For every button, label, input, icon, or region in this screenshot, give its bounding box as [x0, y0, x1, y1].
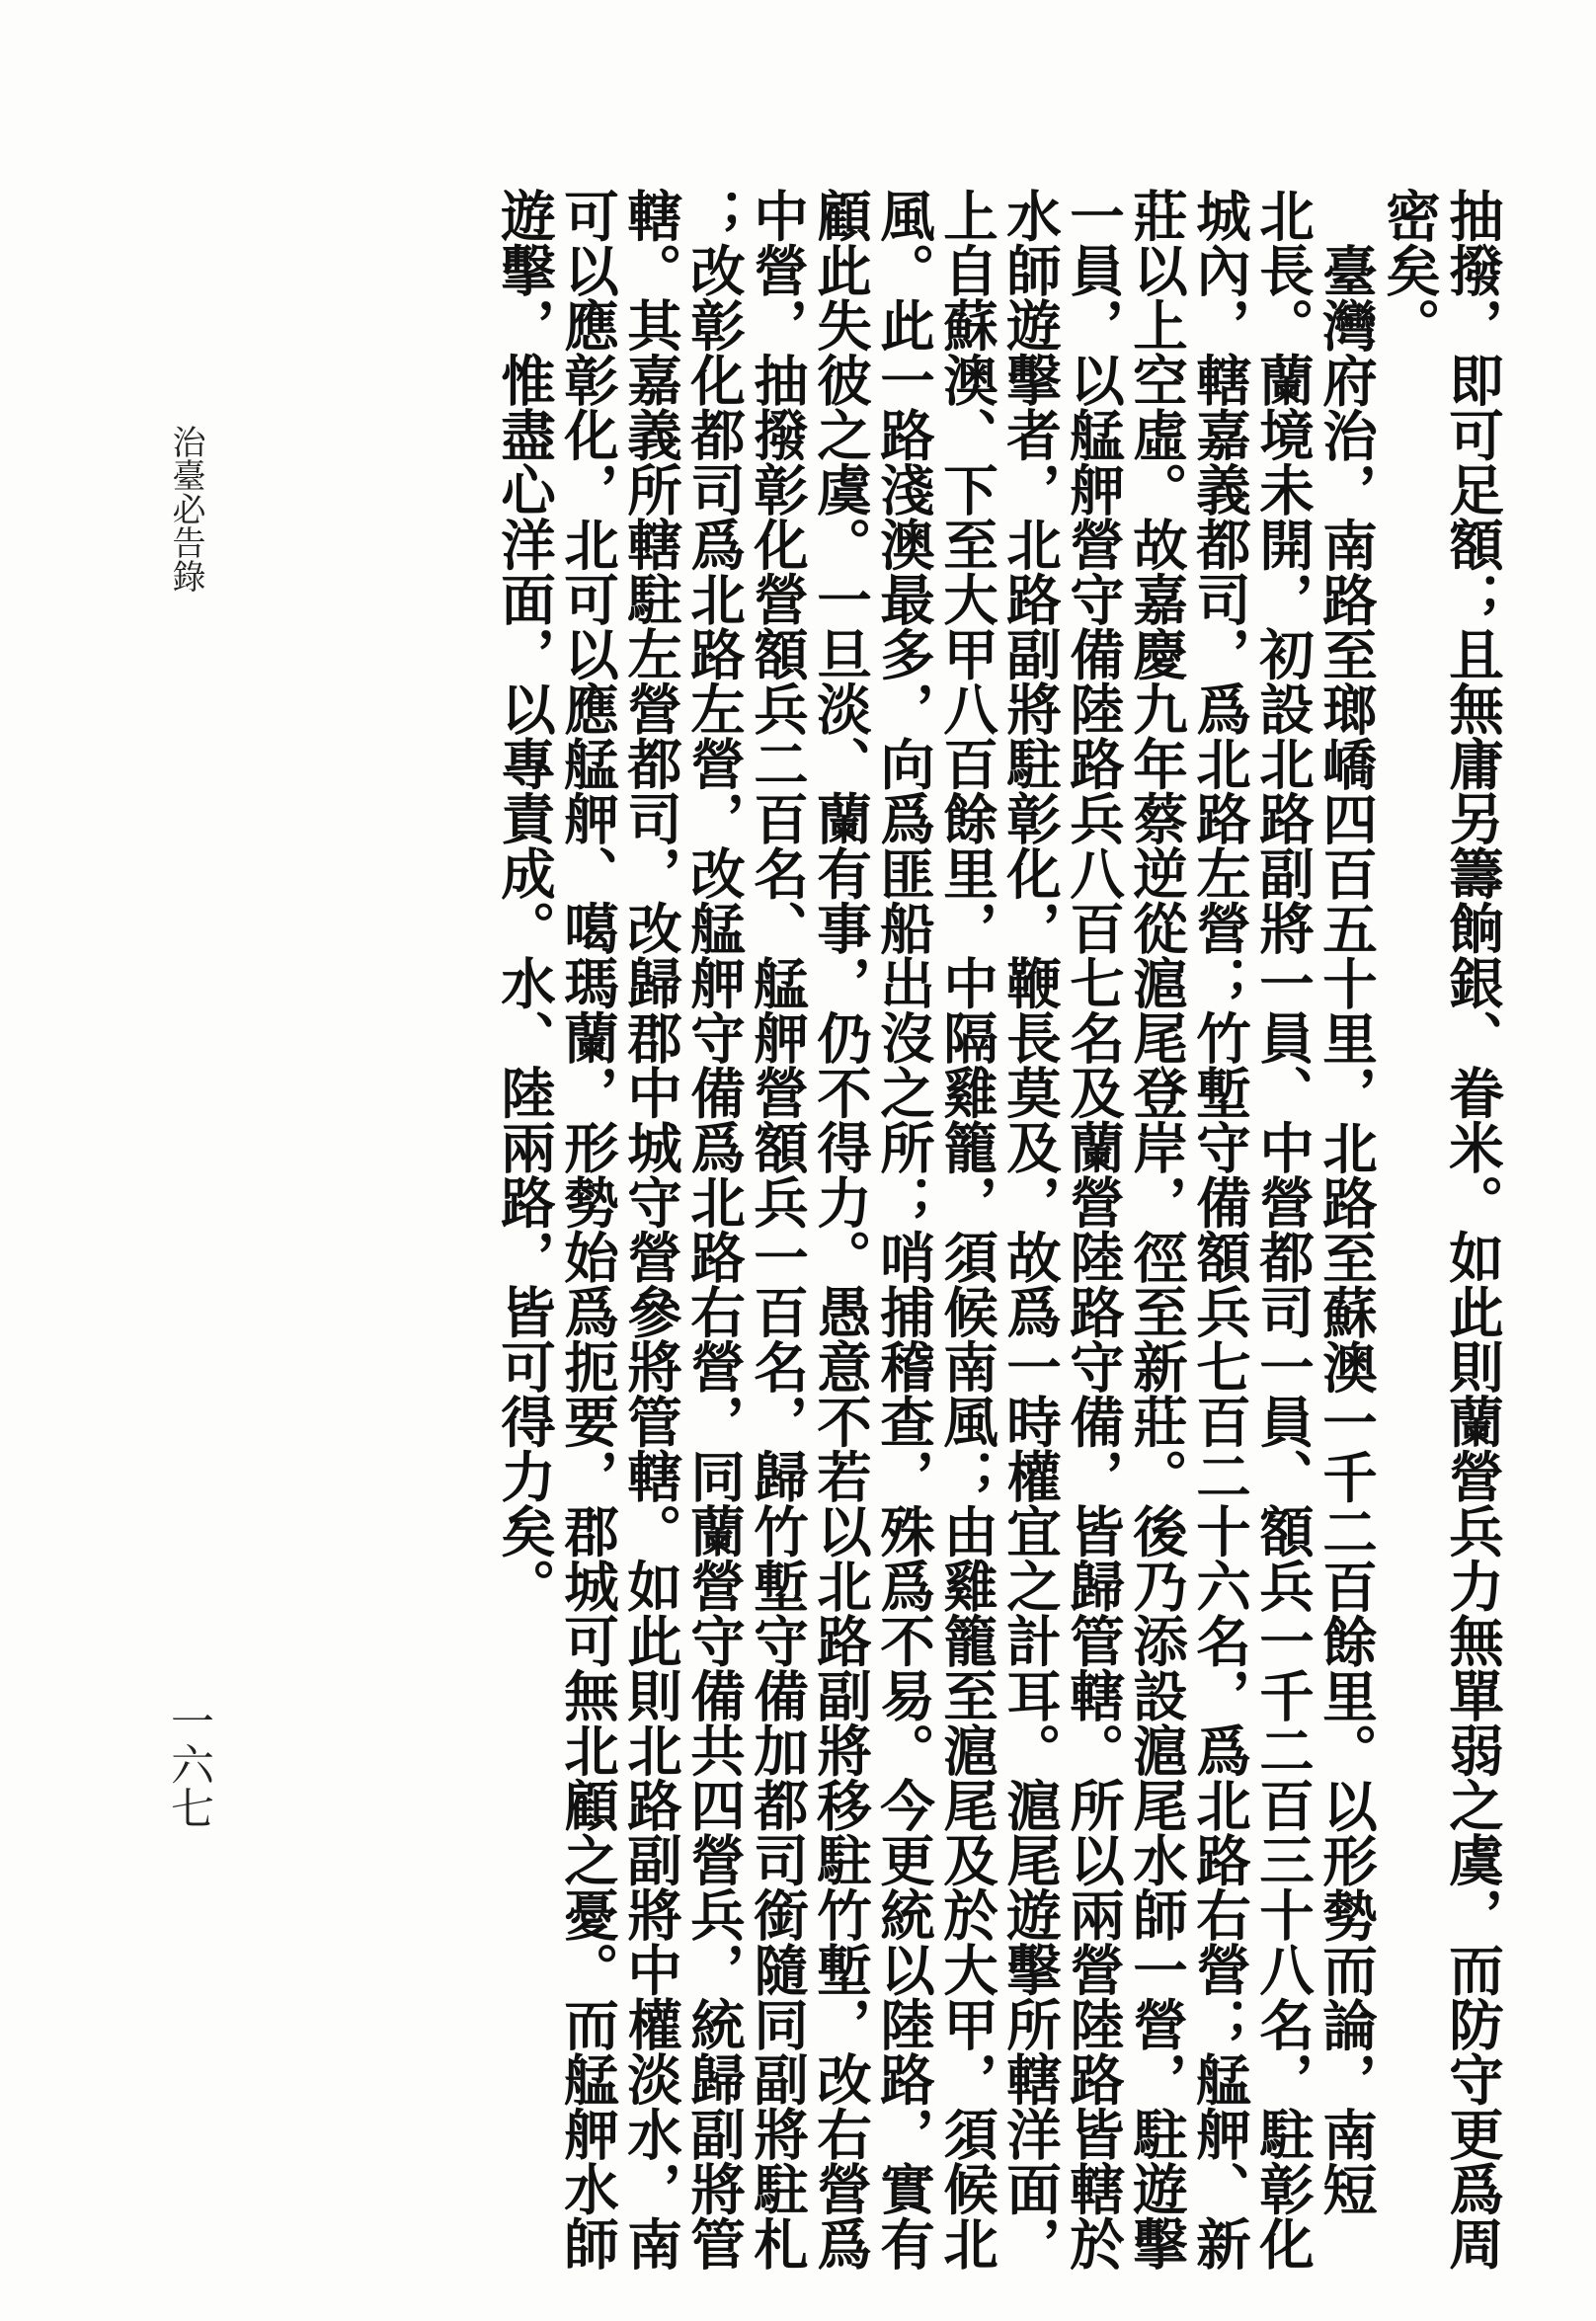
text-column: 遊擊，惟盡心洋面，以專責成。水、陸兩路，皆可得力矣。: [491, 188, 555, 1613]
text-column: 轄。其嘉義所轄駐左營都司，改歸郡中城守營參將管轄。如此則北路副將中權淡水，南: [617, 188, 681, 2271]
text-column: 抽撥，即可足額；且無庸另籌餉銀、眷米。如此則蘭營兵力無單弱之虞，而防守更爲周: [1439, 188, 1503, 2271]
text-column: 風。此一路淺澳最多，向爲匪船出沒之所；哨捕稽查，殊爲不易。今更統以陸路，實有: [870, 188, 934, 2271]
text-column: 城內，轄嘉義都司，爲北路左營；竹塹守備額兵七百二十六名，爲北路右營；艋舺、新: [1186, 188, 1250, 2271]
text-column: ；改彰化都司爲北路左營，改艋舺守備爲北路右營，同蘭營守備共四營兵，統歸副將管: [680, 188, 745, 2271]
body-text: [491, 188, 1503, 2271]
text-column: 莊以上空虛。故嘉慶九年蔡逆從滬尾登岸，徑至新莊。後乃添設滬尾水師一營，駐遊擊: [1123, 188, 1187, 2271]
text-column: 上自蘇澳、下至大甲八百餘里，中隔雞籠，須候南風；由雞籠至滬尾及於大甲，須候北: [933, 188, 998, 2271]
text-column: 可以應彰化，北可以應艋舺、噶瑪蘭，形勢始爲扼要，郡城可無北顧之憂。而艋舺水師: [554, 188, 618, 2271]
text-column: 顧此失彼之虞。一旦淡、蘭有事，仍不得力。愚意不若以北路副將移駐竹塹，改右營爲: [807, 188, 871, 2271]
text-column: 一員，以艋舺營守備陸路兵八百七名及蘭營陸路守備，皆歸管轄。所以兩營陸路皆轄於: [1060, 188, 1124, 2271]
page-number: 一六七: [163, 1699, 213, 1829]
text-column: 臺灣府治，南路至瑯嶠四百五十里，北路至蘇澳一千二百餘里。以形勢而論，南短: [1313, 243, 1377, 2216]
text-column: 水師遊擊者，北路副將駐彰化，鞭長莫及，故爲一時權宜之計耳。滬尾遊擊所轄洋面，: [997, 188, 1061, 2271]
book-title: 治臺必告錄: [166, 425, 205, 593]
text-column: 北長。蘭境未開，初設北路副將一員、中營都司一員、額兵一千二百三十八名，駐彰化: [1249, 188, 1314, 2271]
text-column: 中營，抽撥彰化營額兵二百名、艋舺營額兵一百名，歸竹塹守備加都司銜隨同副將駐札: [744, 188, 808, 2271]
text-column: 密矣。: [1376, 188, 1440, 353]
